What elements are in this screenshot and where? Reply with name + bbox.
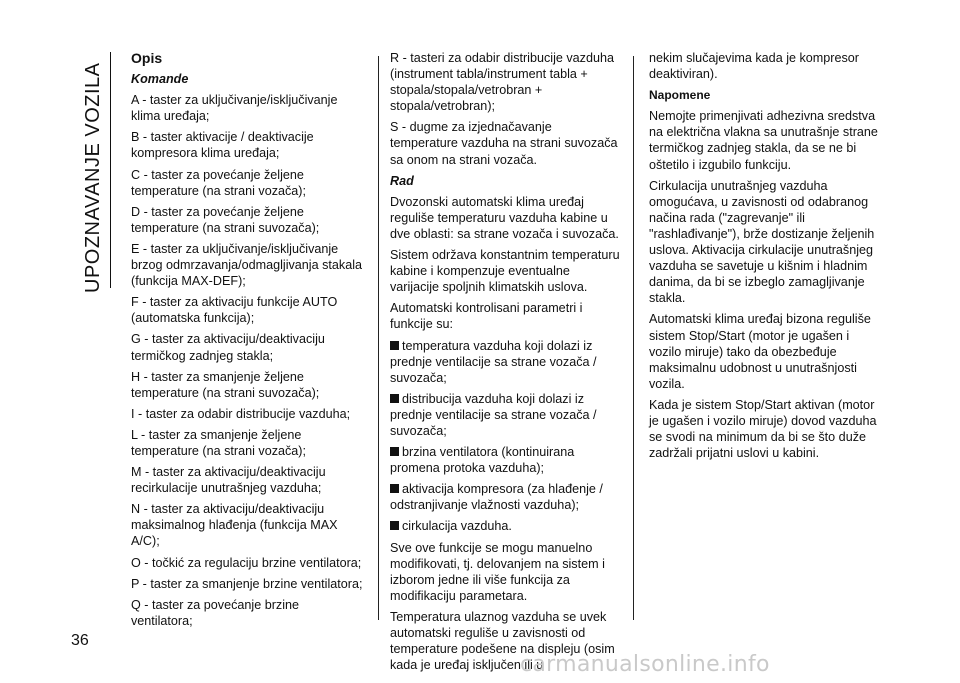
- column-2: [390, 50, 622, 678]
- page-number: 36: [71, 632, 89, 649]
- paragraph: Temperatura ulaznog vazduha se uvek automatski reguliše u zavisnosti od temperature podešene na displeju (osim kada je uređaj isključen ili u: [390, 609, 615, 673]
- column-divider-1: [378, 56, 379, 620]
- paragraph: Sistem održava konstantnim temperaturu kabine i kompenzuje eventualne varijacije spoljnih klimatskih uslova.: [390, 248, 620, 295]
- control-item: A - taster za uključivanje/isključivanje klima uređaja;: [131, 93, 338, 124]
- control-item: N - taster za aktivaciju/deaktivaciju maksimalnog hlađenja (funkcija MAX A/C);: [131, 502, 338, 549]
- column-divider-2: [633, 56, 634, 620]
- paragraph: Dvozonski automatski klima uređaj reguliše temperaturu vazduha kabine u dve oblasti: sa strane vozača i suvozača.: [390, 194, 619, 241]
- heading-opis: Opis: [131, 50, 163, 66]
- control-item: B - taster aktivacije / deaktivacije kompresora klima uređaja;: [131, 130, 314, 161]
- square-bullet-icon: [390, 521, 399, 530]
- heading-napomene: Napomene: [649, 88, 711, 103]
- control-item: M - taster za aktivaciju/deaktivaciju recirkulacije unutrašnjeg vazduha;: [131, 465, 326, 496]
- paragraph: Automatski klima uređaj bizona reguliše sistem Stop/Start (motor je ugašen i vozilo miruje) tako da obezbeđuje maksimalnu udobnost u unutrašnjosti vozila.: [649, 312, 871, 391]
- paragraph: Nemojte primenjivati adhezivna sredstva na električna vlakna sa unutrašnje strane termičkog zadnjeg stakla, da se ne bi oštetilo i izgubilo funkciju.: [649, 109, 878, 172]
- control-item: O - točkić za regulaciju brzine ventilatora;: [131, 555, 362, 570]
- control-item: I - taster za odabir distribucije vazduha;: [131, 406, 351, 421]
- paragraph: Cirkulacija unutrašnjeg vazduha omogućava, u zavisnosti od odabranog načina rada ("zagrevanje" ili "rashlađivanje"), brže dostizanje željenih uslova. Aktivacija cirkulacije unutrašnjeg vazduha se savetuje u kišnim i hladnim danima, da bi se izbeglo zamagljivanje stakla.: [649, 178, 875, 306]
- control-item: G - taster za aktivaciju/deaktivaciju termičkog zadnjeg stakla;: [131, 332, 325, 363]
- bullet-item: cirkulacija vazduha.: [390, 518, 622, 534]
- bullet-item: temperatura vazduha koji dolazi iz prednje ventilacije sa strane vozača / suvozača;: [390, 338, 597, 385]
- subheading-rad: Rad: [390, 173, 414, 188]
- square-bullet-icon: [390, 341, 399, 350]
- square-bullet-icon: [390, 484, 399, 493]
- paragraph: Kada je sistem Stop/Start aktivan (motor je ugašen i vozilo miruje) dovod vazduha se svodi na minimum da bi se što duže zadržali prijatni uslovi u kabini.: [649, 397, 877, 461]
- watermark: carmanualsonline.info: [520, 652, 770, 677]
- bullet-item: aktivacija kompresora (za hlađenje / odstranjivanje vlažnosti vazduha);: [390, 482, 603, 513]
- control-item: E - taster za uključivanje/isključivanje brzog odmrzavanja/odmagljivanja stakala (funkcija MAX-DEF);: [131, 241, 363, 289]
- control-item: C - taster za povećanje željene temperature (na strani vozača);: [131, 167, 306, 198]
- section-title-vertical: UPOZNAVANJE VOZILA: [82, 62, 104, 293]
- square-bullet-icon: [390, 447, 399, 456]
- control-item: L - taster za smanjenje željene temperature (na strani vozača);: [131, 427, 306, 458]
- column-1: [131, 50, 363, 634]
- control-item: R - tasteri za odabir distribucije vazduha (instrument tabla/instrument tabla + stopala/stopala/vetrobran + stopala/vetrobran);: [390, 51, 614, 114]
- subheading-komande: Komande: [131, 72, 189, 87]
- paragraph-continued: nekim slučajevima kada je kompresor deaktiviran).: [649, 51, 859, 82]
- control-item: F - taster za aktivaciju funkcije AUTO (automatska funkcija);: [131, 295, 338, 326]
- column-3: [649, 50, 881, 466]
- square-bullet-icon: [390, 394, 399, 403]
- control-item: S - dugme za izjednačavanje temperature vazduha na strani suvozača sa onom na strani vozača.: [390, 120, 618, 167]
- paragraph: Automatski kontrolisani parametri i funkcije su:: [390, 301, 583, 332]
- control-item: Q - taster za povećanje brzine ventilatora;: [131, 597, 299, 628]
- control-item: P - taster za smanjenje brzine ventilatora;: [131, 576, 363, 591]
- bullet-item: distribucija vazduha koji dolazi iz prednje ventilacije sa strane vozača / suvozača;: [390, 391, 597, 438]
- control-item: D - taster za povećanje željene temperature (na strani suvozača);: [131, 204, 320, 235]
- paragraph: Sve ove funkcije se mogu manuelno modifikovati, tj. delovanjem na sistem i izborom jedne ili više funkcija za modifikaciju parametara.: [390, 540, 605, 603]
- section-title-rule: [110, 52, 111, 288]
- control-item: H - taster za smanjenje željene temperature (na strani suvozača);: [131, 369, 320, 400]
- bullet-item: brzina ventilatora (kontinuirana promena protoka vazduha);: [390, 445, 575, 476]
